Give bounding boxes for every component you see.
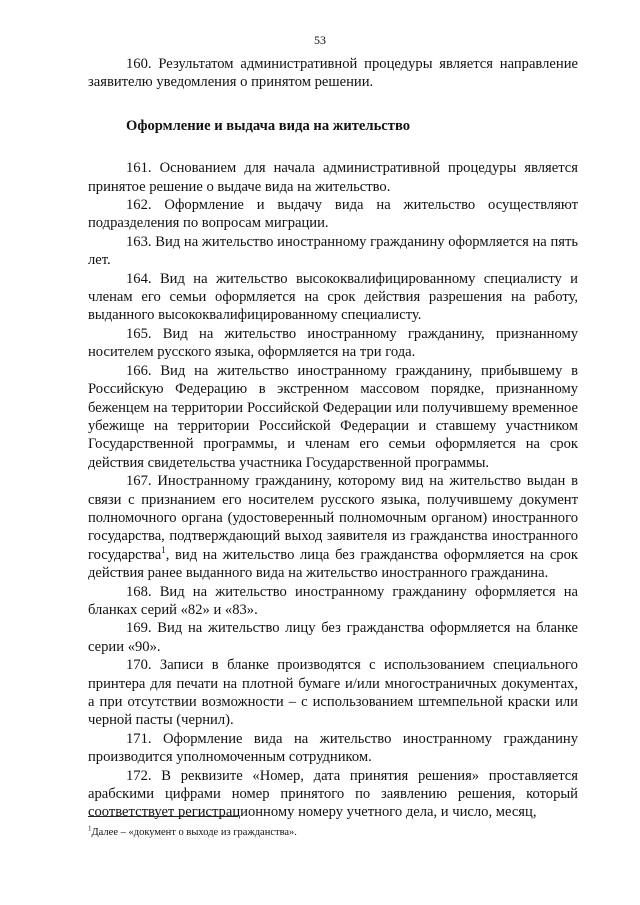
paragraph-160	[88, 55, 578, 92]
section-heading: Оформление и выдача вида на жительство	[126, 117, 411, 134]
footnote-divider	[88, 816, 238, 817]
paragraph-172	[88, 767, 578, 822]
paragraph-text: Основанием для начала административной процедуры является принятое решение о выдаче вида на жительство.	[88, 160, 578, 195]
paragraph-text: Иностранному гражданину, которому вид на жительство выдан в связи с признанием его носителем русского языка, получившему документ полномочного органа (удостоверенный полномочным органом) иностранного государства, подтверждающий выход заявителя из гражданства иностранного государства	[88, 473, 578, 563]
paragraph-168	[88, 583, 578, 620]
paragraph-text: Вид на жительство лицу без гражданства оформляется на бланке серии «90».	[88, 620, 578, 655]
paragraph-165	[88, 325, 578, 362]
paragraph-text-continued: , вид на жительство лица без гражданства оформляется на срок действия ранее выданного вида на жительство иностранного гражданина.	[88, 546, 578, 582]
paragraph-number: 171.	[126, 730, 152, 747]
paragraph-162	[88, 196, 578, 233]
document-body	[88, 55, 578, 822]
paragraph-167	[88, 472, 578, 582]
paragraph-number: 160.	[126, 56, 152, 72]
paragraph-text: В реквизите «Номер, дата принятия решения» проставляется арабскими цифрами номер принятого по заявлению решения, который соответствует регистрационному номеру учетного дела, и число, месяц,	[88, 767, 578, 821]
paragraph-171	[88, 730, 578, 767]
paragraph-text: Записи в бланке производятся с использованием специального принтера для печати на плотной бумаге и/или многостраничных документах, а при отсутствии возможности – с использованием штемпельной краски или черной пасты (чернил).	[88, 657, 578, 729]
paragraph-169	[88, 619, 578, 656]
paragraph-number: 166.	[126, 362, 152, 379]
paragraph-text: Вид на жительство иностранному гражданину, прибывшему в Российскую Федерацию в экстренном массовом порядке, признанному беженцем на территории Российской Федерации или получившему временное убежище на территории Российской Федерации и ставшему участником Государственной программы, и членам его семьи оформляется на срок действия свидетельства участника Государственной программы.	[88, 362, 578, 471]
paragraph-number: 172.	[126, 767, 152, 784]
footnote-mark: 1	[88, 824, 92, 833]
paragraph-number: 165.	[126, 325, 152, 342]
paragraph-number: 167.	[126, 473, 152, 490]
paragraph-text: Оформление вида на жительство иностранному гражданину производится уполномоченным сотрудником.	[88, 730, 579, 766]
page-number: 53	[314, 33, 326, 47]
paragraph-163	[88, 233, 578, 270]
paragraph-number: 162.	[126, 197, 152, 214]
footnote	[88, 826, 578, 839]
paragraph-170	[88, 656, 578, 730]
paragraph-text: Результатом административной процедуры является направление заявителю уведомления о принятом решении.	[88, 56, 578, 91]
paragraph-161	[88, 159, 578, 196]
paragraph-number: 168.	[126, 583, 152, 600]
paragraph-number: 163.	[126, 233, 152, 250]
paragraph-text: Вид на жительство иностранному гражданину оформляется на пять лет.	[88, 233, 579, 269]
paragraph-number: 169.	[126, 620, 152, 637]
paragraph-164	[88, 270, 578, 325]
paragraph-text: Оформление и выдачу вида на жительство осуществляют подразделения по вопросам миграции.	[88, 197, 578, 232]
paragraph-number: 161.	[126, 160, 152, 177]
paragraph-166	[88, 362, 578, 472]
footnote-text: Далее – «документ о выходе из гражданства».	[91, 827, 297, 838]
paragraph-number: 164.	[126, 270, 152, 287]
paragraph-text: Вид на жительство иностранному гражданину оформляется на бланках серий «82» и «83».	[88, 583, 578, 618]
paragraph-number: 170.	[126, 657, 152, 674]
paragraph-text: Вид на жительство иностранному гражданину, признанному носителем русского языка, оформляется на три года.	[88, 325, 578, 361]
paragraph-text: Вид на жительство высококвалифицированному специалисту и членам его семьи оформляется на срок действия разрешения на работу, выданного высококвалифицированному специалисту.	[88, 270, 578, 324]
footnote-reference: 1	[161, 544, 166, 555]
